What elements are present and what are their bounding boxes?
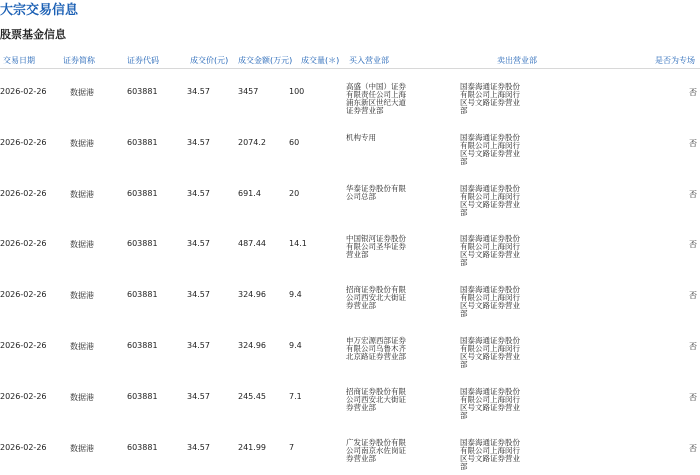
cell-buy: 广发证券股份有限公司南京水佐岗证券营业部 [346, 437, 406, 463]
cell-name: 数据港 [70, 189, 94, 199]
header-amount[interactable]: 成交金额(万元) [238, 56, 293, 65]
cell-special: 否 [689, 392, 697, 402]
cell-name: 数据港 [70, 88, 94, 97]
header-buy[interactable]: 买入营业部 [349, 56, 389, 65]
cell-special: 否 [689, 341, 697, 351]
cell-name: 数据港 [70, 443, 94, 453]
table-row [0, 221, 700, 272]
cell-qty: 20 [289, 188, 300, 198]
cell-sell: 国泰海通证券股份有限公司上海闵行区号文路证券营业部 [460, 183, 520, 217]
cell-code: 603881 [127, 290, 158, 300]
cell-amount: 245.45 [238, 391, 266, 401]
table-body [0, 69, 700, 475]
cell-date: 2026-02-26 [0, 188, 47, 198]
cell-sell: 国泰海通证券股份有限公司上海闵行区号文路证券营业部 [460, 82, 520, 115]
cell-qty: 9.4 [289, 290, 302, 300]
cell-special: 否 [689, 291, 697, 301]
cell-qty: 9.4 [289, 340, 302, 350]
cell-name: 数据港 [70, 240, 94, 250]
cell-date: 2026-02-26 [0, 340, 47, 350]
cell-buy: 华泰证券股份有限公司总部 [346, 183, 406, 201]
cell-special: 否 [689, 138, 697, 148]
cell-name: 数据港 [70, 138, 94, 148]
table-row [0, 323, 700, 374]
cell-buy: 中国银河证券股份有限公司圣华证券营业部 [346, 234, 406, 260]
cell-special: 否 [689, 88, 697, 97]
cell-qty: 7.1 [289, 391, 302, 401]
cell-buy: 申万宏源西部证券有限公司乌鲁木齐北京路证券营业部 [346, 335, 406, 361]
cell-date: 2026-02-26 [0, 137, 47, 147]
cell-amount: 3457 [238, 87, 259, 96]
cell-sell: 国泰海通证券股份有限公司上海闵行区号文路证券营业部 [460, 234, 520, 268]
cell-qty: 7 [289, 442, 295, 452]
table-row [0, 272, 700, 323]
cell-price: 34.57 [187, 239, 210, 249]
cell-buy: 招商证券股份有限公司西安北大街证券营业部 [346, 386, 406, 412]
cell-special: 否 [689, 443, 697, 453]
cell-sell: 国泰海通证券股份有限公司上海闵行区号文路证券营业部 [460, 285, 520, 319]
header-special[interactable]: 是否为专场 [655, 56, 695, 65]
cell-price: 34.57 [187, 87, 210, 96]
cell-qty: 60 [289, 137, 300, 147]
cell-code: 603881 [127, 340, 158, 350]
header-price[interactable]: 成交价(元) [190, 56, 229, 65]
cell-buy: 高盛（中国）证券有限责任公司上海浦东新区世纪大道证券营业部 [346, 82, 406, 115]
cell-code: 603881 [127, 188, 158, 198]
table-row [0, 425, 700, 475]
cell-price: 34.57 [187, 137, 210, 147]
section-title: 股票基金信息 [0, 28, 66, 41]
cell-amount: 241.99 [238, 442, 266, 452]
cell-code: 603881 [127, 87, 158, 96]
header-qty[interactable]: 成交量(＊) [301, 56, 340, 65]
cell-amount: 2074.2 [238, 137, 266, 147]
cell-buy: 招商证券股份有限公司西安北大街证券营业部 [346, 285, 406, 311]
cell-date: 2026-02-26 [0, 442, 47, 452]
cell-sell: 国泰海通证券股份有限公司上海闵行区号文路证券营业部 [460, 132, 520, 166]
cell-price: 34.57 [187, 442, 210, 452]
cell-sell: 国泰海通证券股份有限公司上海闵行区号文路证券营业部 [460, 386, 520, 420]
cell-code: 603881 [127, 239, 158, 249]
cell-special: 否 [689, 189, 697, 199]
cell-amount: 324.96 [238, 340, 266, 350]
cell-name: 数据港 [70, 291, 94, 301]
cell-qty: 14.1 [289, 239, 307, 249]
cell-amount: 324.96 [238, 290, 266, 300]
cell-date: 2026-02-26 [0, 391, 47, 401]
cell-name: 数据港 [70, 341, 94, 351]
table-row [0, 69, 700, 120]
header-code[interactable]: 证券代码 [127, 56, 159, 65]
cell-qty: 100 [289, 87, 305, 96]
cell-name: 数据港 [70, 392, 94, 402]
table-row [0, 120, 700, 171]
cell-price: 34.57 [187, 290, 210, 300]
header-sell[interactable]: 卖出营业部 [497, 56, 537, 65]
cell-code: 603881 [127, 137, 158, 147]
cell-amount: 487.44 [238, 239, 266, 249]
cell-date: 2026-02-26 [0, 290, 47, 300]
page-title: 大宗交易信息 [0, 3, 79, 18]
cell-price: 34.57 [187, 391, 210, 401]
cell-amount: 691.4 [238, 188, 261, 198]
cell-special: 否 [689, 240, 697, 250]
table-row [0, 171, 700, 222]
cell-date: 2026-02-26 [0, 239, 47, 249]
table-row [0, 374, 700, 425]
cell-code: 603881 [127, 391, 158, 401]
cell-buy: 机构专用 [346, 132, 376, 142]
cell-date: 2026-02-26 [0, 87, 47, 96]
cell-code: 603881 [127, 442, 158, 452]
header-name[interactable]: 证券简称 [63, 56, 95, 65]
table-header [0, 52, 700, 69]
cell-sell: 国泰海通证券股份有限公司上海闵行区号文路证券营业部 [460, 437, 520, 471]
header-date[interactable]: 交易日期 [3, 56, 35, 65]
cell-sell: 国泰海通证券股份有限公司上海闵行区号文路证券营业部 [460, 335, 520, 369]
cell-price: 34.57 [187, 340, 210, 350]
cell-price: 34.57 [187, 188, 210, 198]
